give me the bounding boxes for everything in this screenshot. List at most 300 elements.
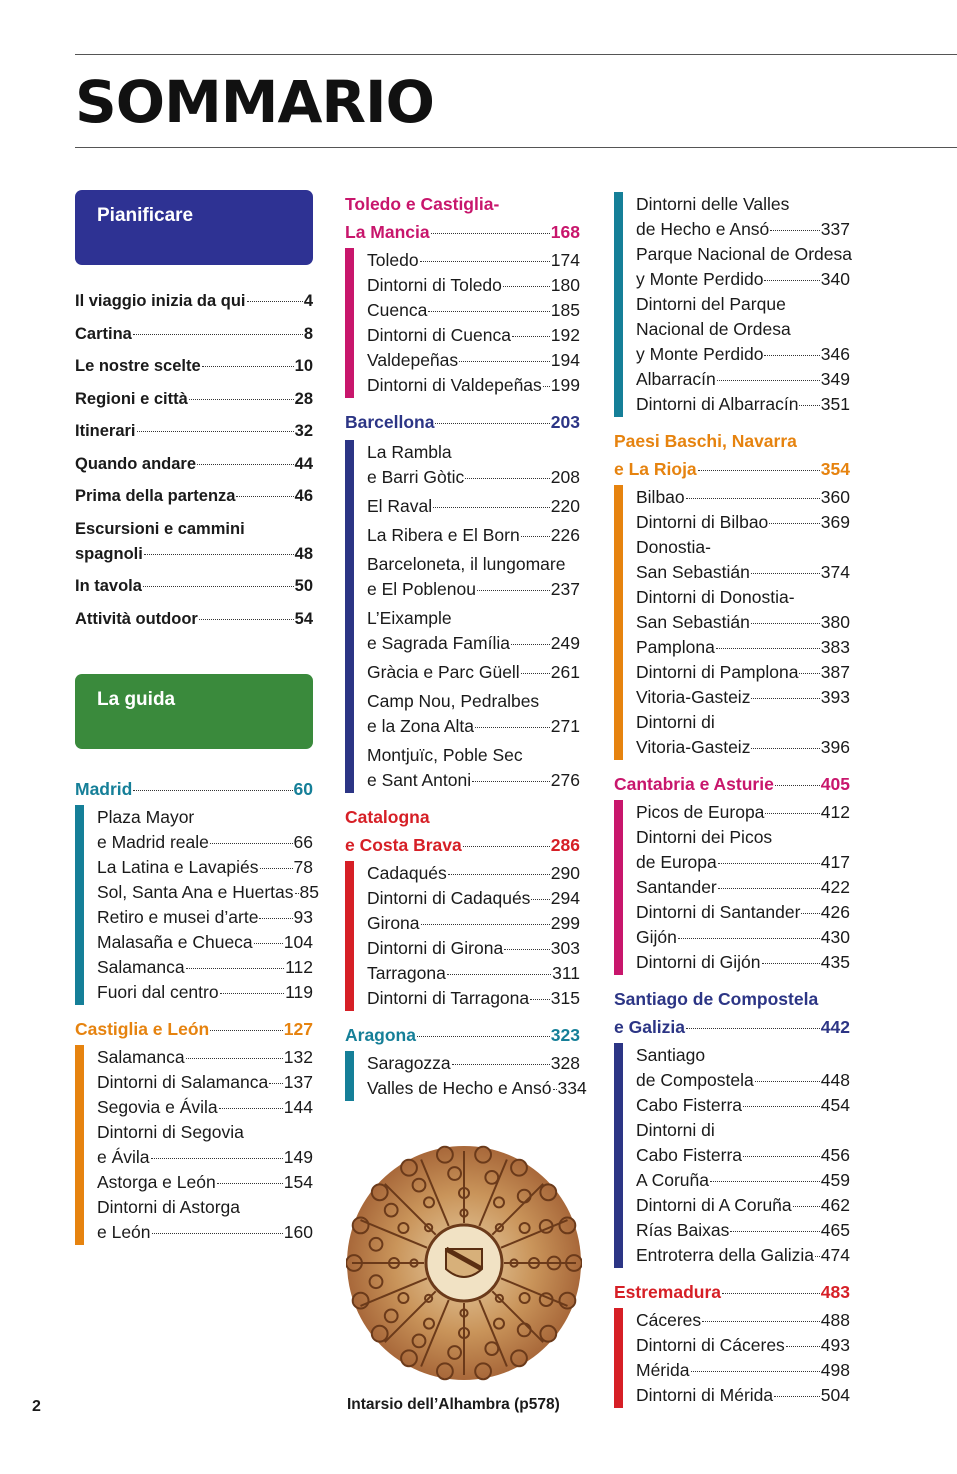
entry-title: Toledo [367,250,419,270]
entry-title-line: Santiago [636,1045,706,1065]
section-item[interactable] [636,367,850,392]
section-item[interactable] [636,1218,850,1243]
plan-item[interactable] [75,419,313,444]
section-item[interactable] [97,1045,313,1070]
section-item[interactable] [367,323,580,348]
section-item[interactable] [636,1193,850,1218]
section-item[interactable] [367,886,580,911]
entry-page: 422 [820,877,850,897]
section-item[interactable] [367,552,580,602]
dot-leader [448,874,550,875]
entry-page: 412 [820,802,850,822]
entry-title: Cuenca [367,300,428,320]
section-item[interactable] [636,1308,850,1333]
entry-page: 220 [550,496,580,516]
entry-title: Cabo Fisterra [636,1145,743,1165]
entry-title: Salamanca [97,1046,185,1067]
section-item[interactable] [636,485,850,510]
dot-leader [189,399,294,400]
section-items [614,1308,850,1408]
section-item[interactable] [367,494,580,519]
section-heading[interactable] [614,1278,850,1306]
entry-title: Cartina [75,324,132,343]
dot-leader [770,230,820,231]
entry-row [636,950,850,975]
section-item[interactable] [636,900,850,925]
dot-leader [477,590,550,591]
dot-leader [254,943,283,944]
dot-leader [815,1256,820,1257]
entry-title: Albarracín [636,369,716,389]
section-item[interactable] [636,1243,850,1268]
section-items [75,1045,313,1245]
entry-title: spagnoli [75,544,143,563]
section-item[interactable] [636,635,850,660]
section-items [75,805,319,1005]
section-heading[interactable] [614,985,850,1041]
entry-title: Itinerari [75,422,136,440]
section-heading[interactable] [345,408,580,436]
dot-leader [730,1231,819,1232]
dot-leader [151,1158,283,1159]
section-item[interactable] [636,510,850,535]
entry-title: Dintorni di Tarragona [367,988,530,1008]
entry-page: 426 [820,902,850,922]
entry-row [636,1193,850,1218]
section-item[interactable] [636,1118,850,1168]
entry-page: 276 [550,770,580,790]
entry-row [636,367,850,392]
entry-page: 54 [294,609,313,628]
dot-leader [691,1371,820,1372]
section-item[interactable] [367,743,580,793]
entry-row [97,855,313,880]
entry-row [614,1278,850,1306]
dot-leader [769,523,820,524]
entry-title: e El Poblenou [367,579,476,599]
entry-title: Retiro e musei d’arte [97,906,259,927]
entry-title: Cantabria e Asturie [614,774,774,794]
toc-section [345,1021,587,1101]
entry-title: Cabo Fisterra [636,1095,743,1115]
entry-row [636,342,850,367]
section-item[interactable] [636,825,850,875]
entry-page: 144 [283,1096,313,1117]
entry-title: Cadaqués [367,863,447,883]
section-item[interactable] [367,986,580,1011]
dot-leader [465,478,550,479]
plan-item[interactable] [75,574,313,599]
entry-title: Entroterra della Galizia [636,1245,814,1265]
entry-row [75,574,313,599]
section-item[interactable] [367,861,580,886]
dot-leader [751,573,820,574]
section-item[interactable] [367,348,580,373]
section-item[interactable] [636,535,850,585]
entry-title: e Sant Antoni [367,770,472,790]
section-item[interactable] [636,192,850,242]
entry-page: 380 [820,612,850,632]
dot-leader [421,924,550,925]
entry-row [367,986,580,1011]
section-items [345,861,580,1011]
entry-title: Astorga e León [97,1171,216,1192]
section-item[interactable] [97,930,313,955]
entry-page: 10 [294,357,313,375]
entry-row [75,1015,313,1043]
section-items [614,192,850,417]
entry-row [636,635,850,660]
entry-row [614,455,850,483]
column-3 [614,190,850,1408]
entry-title-line: Dintorni di [636,1120,715,1140]
entry-title: Dintorni di Albarracín [636,394,799,414]
entry-title: Dintorni di Pamplona [636,662,799,682]
dot-leader [133,790,292,791]
entry-title: Cáceres [636,1310,702,1330]
entry-row [75,775,313,803]
toc-section [614,192,850,417]
entry-page: 93 [293,906,313,927]
toc-section [75,1015,313,1245]
toc-section [614,1278,850,1408]
section-item[interactable] [367,1051,580,1076]
entry-title: Picos de Europa [636,802,765,822]
section-item[interactable] [367,660,580,685]
section-item[interactable] [636,1168,850,1193]
section-item[interactable] [97,1170,313,1195]
entry-row [367,961,580,986]
entry-page: 237 [550,579,580,599]
entry-title: Vitoria-Gasteiz [636,687,751,707]
entry-title-line: Camp Nou, Pedralbes [367,691,540,711]
entry-page: 459 [820,1170,850,1190]
entry-row [97,1220,313,1245]
entry-page: 154 [283,1171,313,1192]
section-items [345,248,580,398]
entry-title-line: Escursioni e cammini [75,519,245,538]
entry-page: 104 [283,931,313,952]
alhambra-inlay-image [346,1145,582,1381]
dot-leader [428,311,549,312]
entry-row [367,886,580,911]
entry-page: 430 [820,927,850,947]
section-heading[interactable] [75,775,313,803]
section-item[interactable] [636,1358,850,1383]
section-item[interactable] [97,1195,313,1245]
page-title: SOMMARIO [75,68,434,136]
dot-leader [144,554,294,555]
entry-title-line: Dintorni delle Valles [636,194,790,214]
section-item[interactable] [636,292,850,367]
section-item[interactable] [367,961,580,986]
section-heading[interactable] [75,1015,313,1043]
entry-title: e Madrid reale [97,831,209,852]
section-item[interactable] [636,392,850,417]
section-heading[interactable] [345,803,580,859]
plan-item[interactable] [75,607,313,632]
entry-row [97,880,319,905]
section-item[interactable] [636,1093,850,1118]
dot-leader [463,846,550,847]
entry-title-line: Dintorni di Donostia- [636,587,795,607]
section-item[interactable] [367,606,580,656]
entry-page: 199 [550,375,580,395]
entry-title: de Europa [636,852,717,872]
section-item[interactable] [636,585,850,635]
plan-item[interactable] [75,484,313,509]
entry-page: 192 [550,325,580,345]
section-item[interactable] [367,273,580,298]
entry-page: 60 [293,778,313,799]
section-item[interactable] [367,689,580,739]
section-item[interactable] [636,925,850,950]
toc-section [345,408,580,793]
entry-title: Rías Baixas [636,1220,730,1240]
entry-title-line: Toledo e Castiglia- [345,194,500,214]
entry-title: Aragona [345,1025,416,1045]
entry-row [367,1076,587,1101]
dot-leader [475,727,550,728]
section-item[interactable] [636,242,850,292]
section-item[interactable] [367,298,580,323]
dot-leader [799,673,819,674]
toc-section [614,427,850,760]
entry-page: 396 [820,737,850,757]
dot-leader [751,698,819,699]
section-heading[interactable] [614,427,850,483]
entry-row [75,542,313,567]
entry-page: 387 [820,662,850,682]
entry-title: e León [97,1221,151,1242]
entry-page: 78 [293,856,313,877]
entry-title-line: Catalogna [345,807,430,827]
entry-page: 462 [820,1195,850,1215]
dot-leader [199,619,294,620]
entry-page: 203 [550,412,580,432]
entry-page: 354 [820,459,850,479]
dot-leader [133,334,303,335]
entry-row [97,1070,313,1095]
entry-row [97,930,313,955]
entry-page: 442 [820,1017,850,1037]
entry-title: Mérida [636,1360,690,1380]
entry-row [75,419,313,444]
entry-page: 360 [820,487,850,507]
plan-item[interactable] [75,517,313,567]
dot-leader [717,380,820,381]
entry-page: 261 [550,662,580,682]
entry-page: 334 [557,1078,587,1098]
section-item[interactable] [97,880,319,905]
dot-leader [452,1064,550,1065]
entry-row [636,925,850,950]
dot-leader [197,464,294,465]
entry-row [97,1095,313,1120]
entry-title: y Monte Perdido [636,344,764,364]
entry-page: 294 [550,888,580,908]
dot-leader [751,748,819,749]
entry-title-line: L’Eixample [367,608,452,628]
entry-title: San Sebastián [636,562,750,582]
dot-leader [269,1083,283,1084]
dot-leader [435,423,549,424]
section-item[interactable] [97,1070,313,1095]
entry-row [636,485,850,510]
section-item[interactable] [97,955,313,980]
entry-row [367,323,580,348]
entry-title-line: La Rambla [367,442,452,462]
entry-row [367,1051,580,1076]
entry-title-line: Nacional de Ordesa [636,319,791,339]
section-item[interactable] [97,1120,313,1170]
dot-leader [786,1346,820,1347]
title-rule [75,147,957,148]
entry-row [636,900,850,925]
section-item[interactable] [97,980,313,1005]
entry-title: e Costa Brava [345,835,462,855]
section-items [614,800,850,975]
plan-item[interactable] [75,354,313,379]
entry-row [75,484,313,509]
entry-title: y Monte Perdido [636,269,764,289]
entry-page: 44 [294,454,313,473]
entry-page: 48 [294,544,313,563]
section-item[interactable] [97,905,313,930]
toc-section [75,775,319,1005]
dot-leader [210,1030,283,1031]
entry-title: Tarragona [367,963,446,983]
section-item[interactable] [636,1333,850,1358]
section-item[interactable] [367,1076,587,1101]
entry-page: 311 [552,963,580,983]
entry-row [636,1243,850,1268]
dot-leader [259,918,292,919]
entry-title: Vitoria-Gasteiz [636,737,751,757]
section-item[interactable] [97,855,313,880]
dot-leader [459,361,550,362]
section-items [345,1051,587,1101]
entry-row [75,289,313,314]
entry-page: 315 [550,988,580,1008]
entry-title: Estremadura [614,1282,721,1302]
entry-page: 226 [550,525,580,545]
section-item[interactable] [97,805,313,855]
entry-row [636,1218,850,1243]
entry-row [636,1068,850,1093]
entry-row [345,218,580,246]
top-rule [75,54,957,55]
entry-page: 493 [820,1335,850,1355]
entry-row [345,831,580,859]
entry-page: 498 [820,1360,850,1380]
plan-list [75,289,313,632]
dot-leader [531,899,549,900]
entry-row [367,577,580,602]
dot-leader [530,999,550,1000]
entry-page: 417 [820,852,850,872]
entry-title: e Barri Gòtic [367,467,465,487]
entry-title: e Galizia [614,1017,686,1037]
plan-item[interactable] [75,387,313,412]
image-caption: Intarsio dell’Alhambra (p578) [347,1396,560,1413]
entry-page: 208 [550,467,580,487]
section-heading[interactable] [614,770,850,798]
entry-page: 483 [820,1282,850,1302]
entry-title: e La Rioja [614,459,697,479]
section-item[interactable] [367,936,580,961]
entry-title-line: Paesi Baschi, Navarra [614,431,797,451]
dot-leader [678,938,820,939]
section-item[interactable] [636,875,850,900]
entry-page: 168 [550,222,580,242]
dot-leader [472,781,550,782]
entry-page: 340 [820,269,850,289]
entry-title: Dintorni di Valdepeñas [367,375,542,395]
entry-row [75,452,313,477]
dot-leader [295,893,299,894]
plan-item[interactable] [75,289,313,314]
section-item[interactable] [367,911,580,936]
dot-leader [210,843,293,844]
section-heading[interactable] [345,190,580,246]
section-item[interactable] [636,685,850,710]
entry-row [614,770,850,798]
entry-title-line: Dintorni di Astorga [97,1196,240,1217]
section-item[interactable] [367,248,580,273]
entry-row [97,955,313,980]
section-item[interactable] [97,1095,313,1120]
entry-title: Gijón [636,927,677,947]
entry-title: Dintorni di A Coruña [636,1195,792,1215]
entry-row [636,875,850,900]
entry-title: Dintorni di Cadaqués [367,888,531,908]
section-heading[interactable] [345,1021,580,1049]
section-item[interactable] [636,710,850,760]
plan-item[interactable] [75,452,313,477]
entry-title: Bilbao [636,487,685,507]
entry-row [97,905,313,930]
entry-title: La Mancia [345,222,430,242]
section-item[interactable] [636,800,850,825]
entry-page: 194 [550,350,580,370]
entry-title: Le nostre scelte [75,357,201,375]
entry-title: Regioni e città [75,389,188,408]
toc-section [345,190,580,398]
section-item[interactable] [636,1043,850,1093]
section-item[interactable] [367,373,580,398]
entry-title: Girona [367,913,420,933]
dot-leader [521,536,550,537]
entry-row [97,830,313,855]
dot-leader [186,1058,283,1059]
section-item[interactable] [367,523,580,548]
guide-heading: La guida [97,688,176,710]
section-item[interactable] [636,1383,850,1408]
section-item[interactable] [636,950,850,975]
section-item[interactable] [367,440,580,490]
entry-row [367,373,580,398]
entry-page: 127 [283,1018,313,1039]
entry-page: 286 [550,835,580,855]
entry-row [367,494,580,519]
entry-page: 137 [283,1071,313,1092]
section-item[interactable] [636,660,850,685]
plan-item[interactable] [75,322,313,347]
entry-row [636,392,850,417]
entry-page: 85 [299,881,319,902]
entry-row [345,408,580,436]
